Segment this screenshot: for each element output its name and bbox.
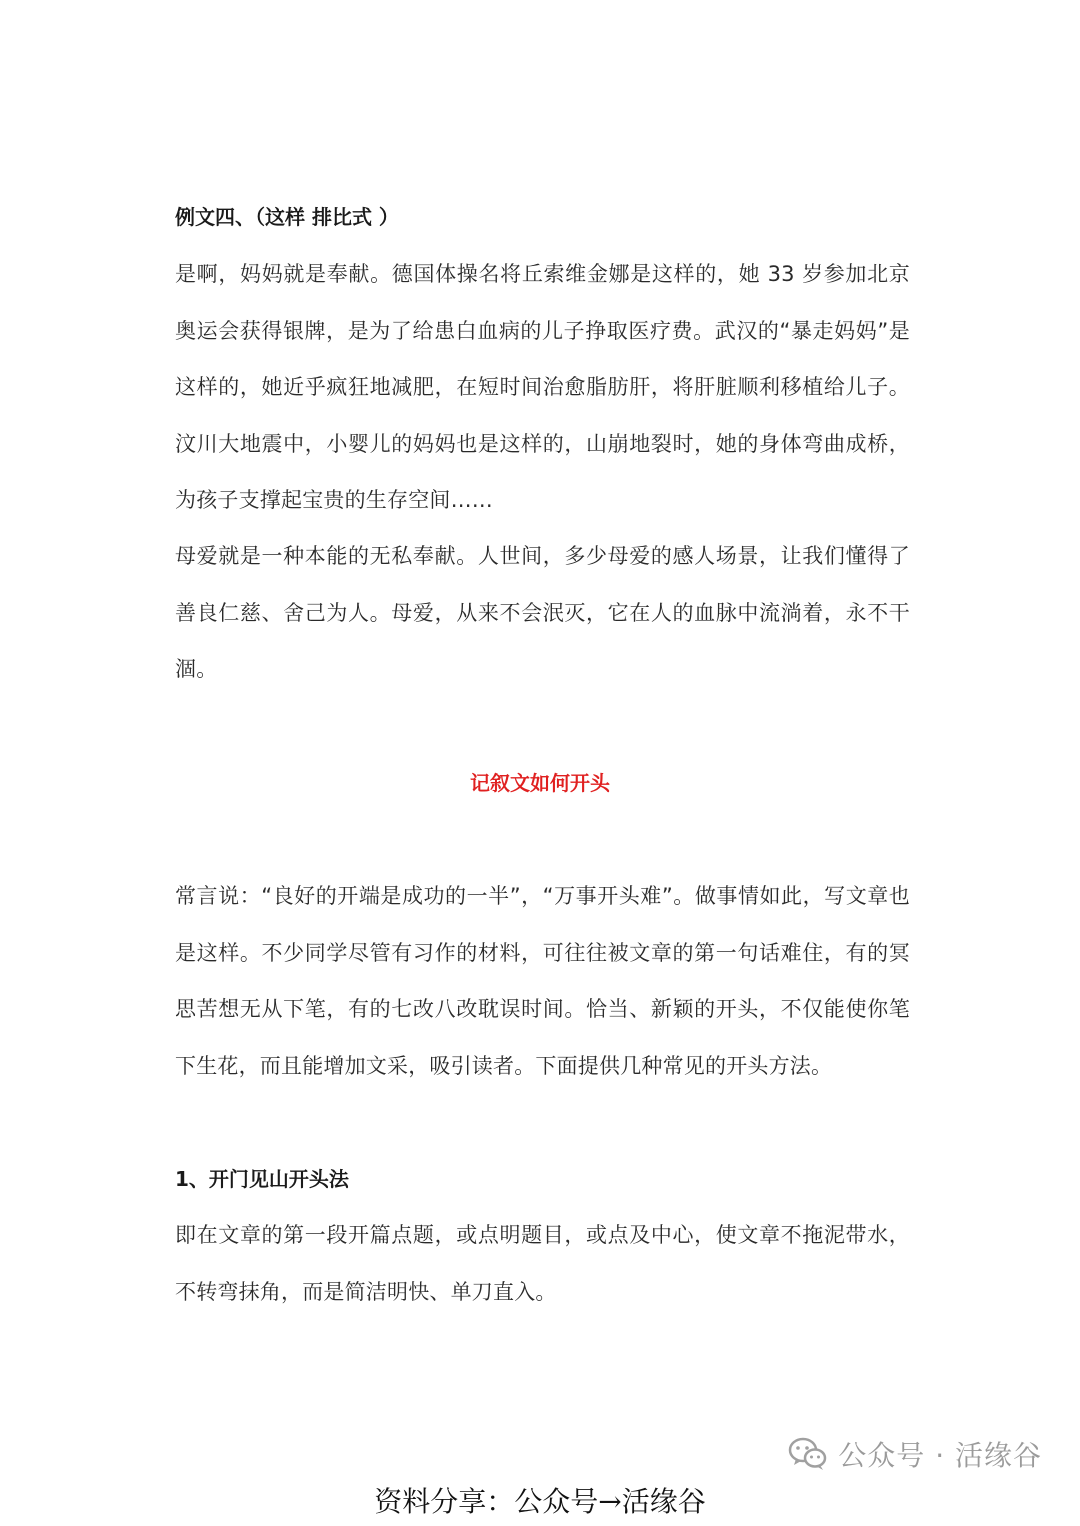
method-heading: 1、开门见山开头法 <box>175 1167 349 1191</box>
example-heading: 例文四、（这样 排比式 ） <box>175 205 399 229</box>
footer-caption: 资料分享：公众号→活缘谷 <box>374 1485 706 1518</box>
watermark-text: 公众号 · 活缘谷 <box>838 1439 1042 1472</box>
watermark <box>788 1432 1042 1476</box>
method-paragraph: 即在文章的第一段开篇点题，或点明题目，或点及中心，使文章不拖泥带水，不转弯抹角，而是简洁明快、单刀直入。 <box>175 1223 910 1304</box>
wechat-icon <box>788 1436 828 1472</box>
body-paragraph: 是啊，妈妈就是奉献。德国体操名将丘索维金娜是这样的，她 33 岁参加北京奥运会获得银牌，是为了给患白血病的儿子挣取医疗费。武汉的“暴走妈妈”是 这样的，她近乎疯狂地减肥，在短时间治愈脂肪肝，将肝脏顺利移植给儿子。汶川大地震中，小婴儿的妈妈也是这样的，山崩地裂时，她的身体弯曲成桥，为孩子支撑起宝贵的生存空间…… <box>175 262 910 512</box>
intro-paragraph: 常言说：“良好的开端是成功的一半”，“万事开头难”。做事情如此，写文章也是这样。不少同学尽管有习作的材料，可往往被文章的第一句话难住，有的冥思苦想无从下笔，有的七改八改耽误时间。恰当、新颖的开头，不仅能使你笔下生花，而且能增加文采，吸引读者。下面提供几种常见的开头方法。 <box>175 884 910 1078</box>
body-paragraph: 母爱就是一种本能的无私奉献。人世间，多少母爱的感人场景，让我们懂得了善良仁慈、舍己为人。母爱，从来不会泯灭，它在人的血脉中流淌着，永不干涸。 <box>175 544 910 681</box>
section-title: 记叙文如何开头 <box>470 771 610 795</box>
